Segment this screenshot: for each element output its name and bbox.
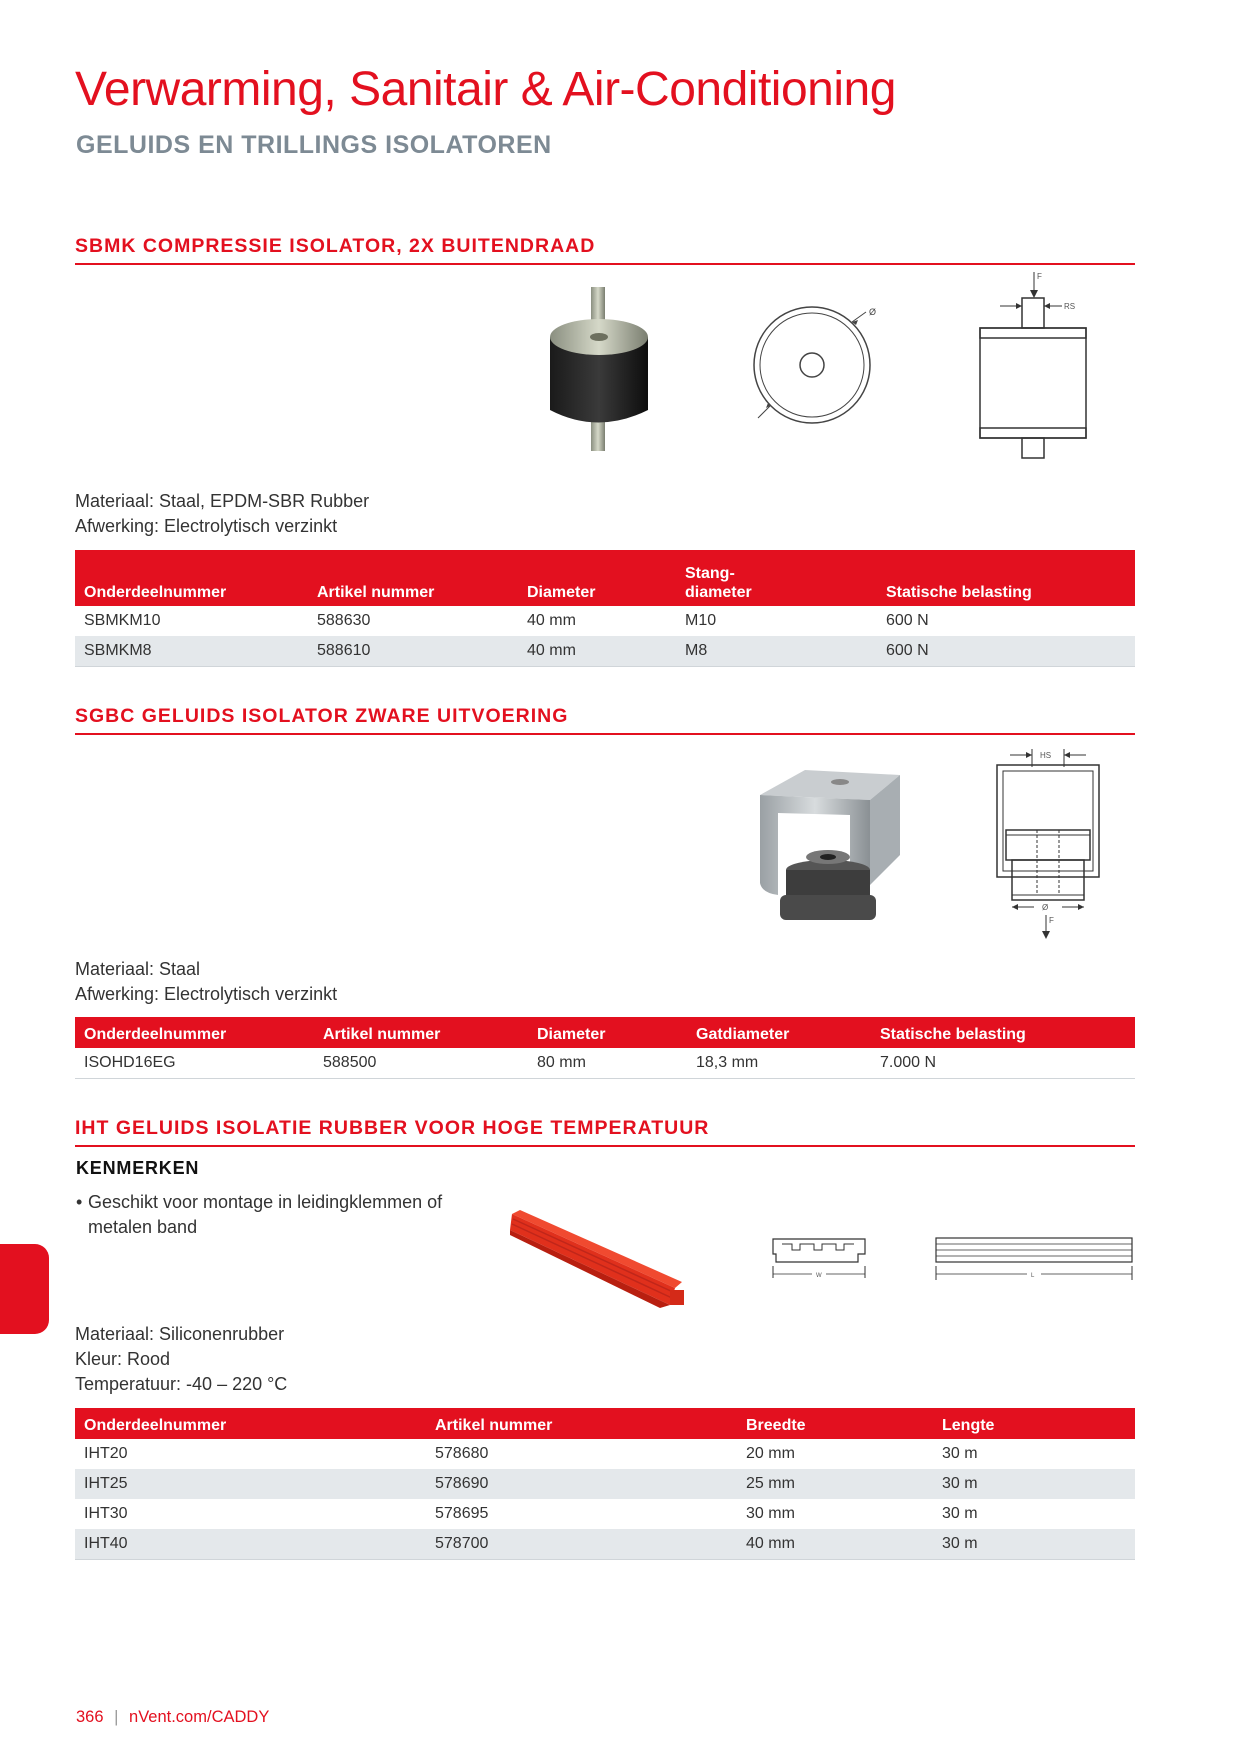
spec-finish: Afwerking: Electrolytisch verzinkt — [75, 516, 338, 536]
length-label: L — [1031, 1273, 1035, 1279]
cell: 30 m — [942, 1505, 978, 1522]
cell: 588500 — [323, 1054, 377, 1071]
cell: M10 — [685, 612, 717, 629]
cell: 578695 — [435, 1505, 489, 1522]
cell: 20 mm — [746, 1445, 795, 1462]
col-header: Stang- diameter — [676, 550, 877, 606]
cell: 30 m — [942, 1445, 978, 1462]
iht-table — [75, 1408, 1135, 1560]
iht-length-drawing — [935, 1236, 1135, 1286]
sbmk-table — [75, 550, 1135, 667]
sbmk-product-photo — [540, 285, 660, 455]
diameter-label: Ø — [1042, 903, 1049, 912]
bullet-icon: • — [76, 1192, 83, 1212]
section-heading-sgbc — [75, 705, 1135, 735]
cell: 30 mm — [746, 1505, 795, 1522]
footer-link[interactable]: nVent.com/CADDY — [129, 1708, 270, 1726]
table-row — [75, 1048, 1135, 1079]
hole-size-label: HS — [1040, 751, 1052, 760]
section-title: IHT GELUIDS ISOLATIE RUBBER VOOR HOGE TEMPERATUUR — [75, 1117, 710, 1139]
diameter-label: Ø — [869, 307, 877, 317]
feature-item — [76, 1190, 476, 1240]
spec-material: Materiaal: Siliconenrubber — [75, 1324, 285, 1344]
spec-material: Materiaal: Staal, EPDM-SBR Rubber — [75, 491, 370, 511]
cell: 578700 — [426, 1529, 737, 1560]
cell: 40 mm — [518, 636, 676, 667]
table-row — [75, 606, 1135, 636]
chapter-tab — [0, 1244, 49, 1334]
col-header: Artikel nummer — [426, 1408, 737, 1439]
col-header: Onderdeelnummer — [75, 550, 308, 606]
spec-color: Kleur: Rood — [75, 1349, 171, 1369]
spec-material: Materiaal: Staal — [75, 959, 201, 979]
table-row — [75, 1439, 1135, 1469]
sbmk-side-view-drawing — [970, 270, 1080, 460]
cell: 18,3 mm — [696, 1054, 759, 1071]
spec-temperature: Temperatuur: -40 – 220 °C — [75, 1374, 288, 1394]
width-label: W — [816, 1273, 822, 1279]
cell: 7.000 N — [880, 1054, 937, 1071]
cell: 25 mm — [737, 1469, 933, 1499]
cell: 30 m — [933, 1529, 1135, 1560]
sgbc-product-photo — [750, 765, 910, 935]
section-heading-iht — [75, 1117, 1135, 1147]
cell: 80 mm — [537, 1054, 586, 1071]
footer-separator: | — [114, 1708, 119, 1726]
cell: M8 — [676, 636, 877, 667]
feature-text: Geschikt voor montage in leidingklemmen of metalen band — [88, 1192, 443, 1237]
cell: 40 mm — [527, 612, 576, 629]
col-header: Onderdeelnummer — [75, 1017, 314, 1048]
iht-profile-drawing — [770, 1236, 870, 1286]
sgbc-table — [75, 1017, 1135, 1079]
cell: 578680 — [435, 1445, 489, 1462]
table-row — [75, 1499, 1135, 1529]
cell: 600 N — [877, 636, 1135, 667]
page-subtitle: GELUIDS EN TRILLINGS ISOLATOREN — [76, 131, 552, 159]
col-header: Artikel nummer — [314, 1017, 528, 1048]
spec-finish: Afwerking: Electrolytisch verzinkt — [75, 984, 338, 1004]
page-footer — [76, 1708, 269, 1727]
col-header: Artikel nummer — [308, 550, 518, 606]
col-header: Gatdiameter — [687, 1017, 871, 1048]
col-header: Lengte — [933, 1408, 1135, 1439]
force-label: F — [1037, 272, 1042, 281]
iht-product-photo — [510, 1210, 685, 1310]
cell: SBMKM8 — [75, 636, 308, 667]
table-row — [75, 1469, 1135, 1499]
col-header: Statische belasting — [877, 550, 1135, 606]
table-row — [75, 1529, 1135, 1560]
page-title: Verwarming, Sanitair & Air-Conditioning — [75, 63, 896, 116]
section-title: SGBC GELUIDS ISOLATOR ZWARE UITVOERING — [75, 705, 569, 727]
col-header: Breedte — [737, 1408, 933, 1439]
cell: IHT40 — [75, 1529, 426, 1560]
cell: 600 N — [886, 612, 929, 629]
cell: IHT25 — [75, 1469, 426, 1499]
page-number: 366 — [76, 1708, 104, 1726]
features-title: KENMERKEN — [76, 1158, 200, 1178]
cell: SBMKM10 — [84, 612, 161, 629]
col-header: Onderdeelnummer — [75, 1408, 426, 1439]
cell: ISOHD16EG — [84, 1054, 176, 1071]
cell: IHT30 — [84, 1505, 128, 1522]
cell: 578690 — [426, 1469, 737, 1499]
col-header: Diameter — [518, 550, 676, 606]
rod-size-label: RS — [1064, 302, 1076, 311]
col-header: Statische belasting — [871, 1017, 1135, 1048]
table-row — [75, 636, 1135, 667]
cell: 40 mm — [737, 1529, 933, 1560]
section-title: SBMK COMPRESSIE ISOLATOR, 2X BUITENDRAAD — [75, 235, 596, 257]
force-label: F — [1049, 916, 1054, 925]
sbmk-top-view-drawing — [748, 300, 888, 430]
cell: IHT20 — [84, 1445, 128, 1462]
col-header: Diameter — [528, 1017, 687, 1048]
cell: 588610 — [308, 636, 518, 667]
cell: 588630 — [317, 612, 371, 629]
cell: 30 m — [933, 1469, 1135, 1499]
section-heading-sbmk — [75, 235, 1135, 265]
sgbc-technical-drawing — [990, 745, 1110, 940]
